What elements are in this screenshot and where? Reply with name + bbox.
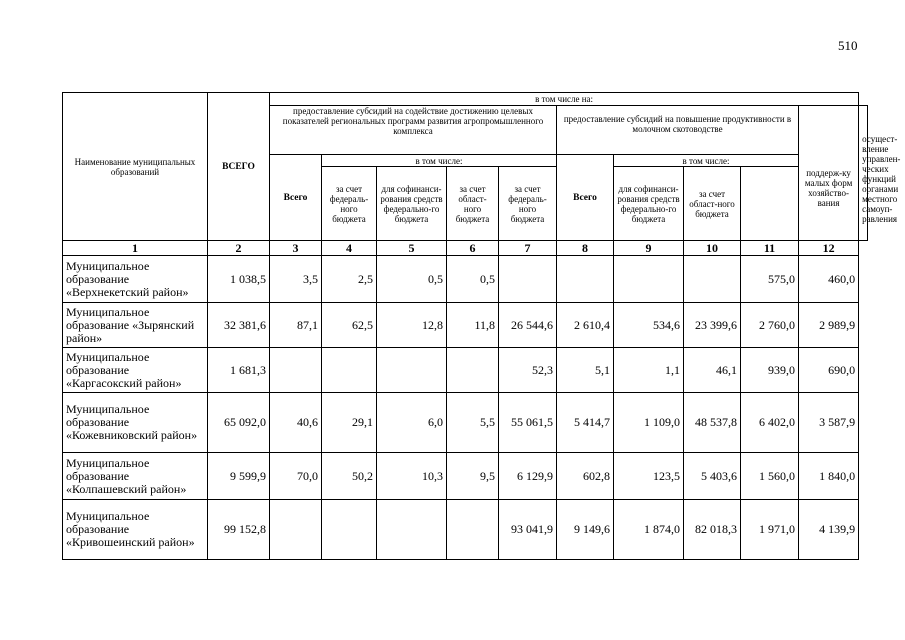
table-cell	[270, 348, 322, 393]
table-cell: 9,5	[447, 453, 499, 500]
col-number: 4	[322, 241, 377, 256]
header-regional-b: за счет област-ного бюджета	[684, 167, 741, 241]
municipality-name: Муниципальное образование «Верхнекетский район»	[63, 256, 208, 303]
table-cell: 32 381,6	[208, 303, 270, 348]
table-cell	[684, 256, 741, 303]
table-cell	[322, 500, 377, 560]
table-cell	[377, 500, 447, 560]
table-cell	[499, 256, 557, 303]
table-cell: 40,6	[270, 393, 322, 453]
table-cell: 6,0	[377, 393, 447, 453]
table-cell: 6 129,9	[499, 453, 557, 500]
table-cell: 2 610,4	[557, 303, 614, 348]
table-row	[63, 500, 868, 560]
header-federal-b: за счет федераль-ного бюджета	[499, 167, 557, 241]
col-number: 8	[557, 241, 614, 256]
table-cell: 1 560,0	[741, 453, 799, 500]
table-cell: 939,0	[741, 348, 799, 393]
table-row	[63, 393, 868, 453]
header-total: ВСЕГО	[208, 93, 270, 241]
table-cell: 26 544,6	[499, 303, 557, 348]
table-cell: 82 018,3	[684, 500, 741, 560]
header-total-sub-a: Всего	[270, 155, 322, 241]
municipality-name: Муниципальное образование «Каргасокский район»	[63, 348, 208, 393]
col-number: 5	[377, 241, 447, 256]
table-cell: 1 109,0	[614, 393, 684, 453]
table-cell: 6 402,0	[741, 393, 799, 453]
header-federal-a: за счет федераль-ного бюджета	[322, 167, 377, 241]
table-cell: 3,5	[270, 256, 322, 303]
table-cell	[557, 256, 614, 303]
header-cofinancing-b: для софинанси-рования средств федерально-го бюджета	[614, 167, 684, 241]
table-cell: 46,1	[684, 348, 741, 393]
table-cell: 602,8	[557, 453, 614, 500]
table-cell: 9 599,9	[208, 453, 270, 500]
table-row	[63, 256, 868, 303]
table-cell: 70,0	[270, 453, 322, 500]
col-number: 1	[63, 241, 208, 256]
table-cell: 5 403,6	[684, 453, 741, 500]
table-cell: 99 152,8	[208, 500, 270, 560]
col-number: 7	[499, 241, 557, 256]
table-cell	[447, 348, 499, 393]
table-cell: 50,2	[322, 453, 377, 500]
table-cell: 9 149,6	[557, 500, 614, 560]
municipality-name: Муниципальное образование «Зырянский район»	[63, 303, 208, 348]
table-body	[63, 256, 868, 560]
subsidy-table	[62, 92, 901, 560]
table-cell	[322, 348, 377, 393]
table-cell: 65 092,0	[208, 393, 270, 453]
header-cofinancing-a: для софинанси-рования средств федерально-го бюджета	[377, 167, 447, 241]
col-number: 12	[799, 241, 859, 256]
table-cell: 29,1	[322, 393, 377, 453]
table-row	[63, 303, 868, 348]
table-cell: 52,3	[499, 348, 557, 393]
col-number: 3	[270, 241, 322, 256]
table-cell: 534,6	[614, 303, 684, 348]
table-cell: 2 989,9	[799, 303, 859, 348]
col-number: 6	[447, 241, 499, 256]
table-cell: 55 061,5	[499, 393, 557, 453]
table-cell	[270, 500, 322, 560]
col-number: 10	[684, 241, 741, 256]
header-local-functions: осущест-вление управлен-ческих функций органами местного самоуп-равления	[859, 106, 868, 241]
header-group-b: предоставление субсидий на повышение продуктивности в молочном скотоводстве	[557, 106, 799, 155]
table-cell: 1,1	[614, 348, 684, 393]
table-cell: 5,1	[557, 348, 614, 393]
header-total-sub-b: Всего	[557, 155, 614, 241]
table-cell: 5 414,7	[557, 393, 614, 453]
table-cell	[377, 348, 447, 393]
header-including: в том числе на:	[270, 93, 859, 106]
table-cell: 2,5	[322, 256, 377, 303]
table-cell	[614, 256, 684, 303]
table-cell: 11,8	[447, 303, 499, 348]
table-row	[63, 453, 868, 500]
table-cell: 1 681,3	[208, 348, 270, 393]
table-row	[63, 348, 868, 393]
page-number: 510	[838, 38, 858, 53]
table-cell: 12,8	[377, 303, 447, 348]
table-cell: 1 840,0	[799, 453, 859, 500]
table-cell: 2 760,0	[741, 303, 799, 348]
table-cell: 62,5	[322, 303, 377, 348]
table-cell: 4 139,9	[799, 500, 859, 560]
table-cell: 93 041,9	[499, 500, 557, 560]
table-cell: 48 537,8	[684, 393, 741, 453]
header-group-a: предоставление субсидий на содействие достижению целевых показателей региональных программ развития агропромышленного комплекса	[270, 106, 557, 155]
table-cell: 23 399,6	[684, 303, 741, 348]
table-cell: 1 971,0	[741, 500, 799, 560]
table-cell: 1 038,5	[208, 256, 270, 303]
col-number: 2	[208, 241, 270, 256]
municipality-name: Муниципальное образование «Колпашевский район»	[63, 453, 208, 500]
header-sub-including-a: в том числе:	[322, 155, 557, 167]
table-cell: 690,0	[799, 348, 859, 393]
municipality-name: Муниципальное образование «Кривошеинский район»	[63, 500, 208, 560]
table-cell: 460,0	[799, 256, 859, 303]
table-cell: 0,5	[377, 256, 447, 303]
col-number: 11	[741, 241, 799, 256]
table-cell: 10,3	[377, 453, 447, 500]
table-cell: 1 874,0	[614, 500, 684, 560]
table-cell: 3 587,9	[799, 393, 859, 453]
table-cell	[447, 500, 499, 560]
table-cell: 575,0	[741, 256, 799, 303]
table-cell: 5,5	[447, 393, 499, 453]
municipality-name: Муниципальное образование «Кожевниковский район»	[63, 393, 208, 453]
header-municipality: Наименование муниципальных образований	[63, 93, 208, 241]
table-header	[63, 93, 901, 256]
col-number: 9	[614, 241, 684, 256]
header-small-farms: поддерж-ку малых форм хозяйство-вания	[799, 106, 859, 241]
header-regional-a: за счет област-ного бюджета	[447, 167, 499, 241]
header-sub-including-b: в том числе:	[614, 155, 799, 167]
table-cell: 87,1	[270, 303, 322, 348]
table-cell: 123,5	[614, 453, 684, 500]
table-cell: 0,5	[447, 256, 499, 303]
